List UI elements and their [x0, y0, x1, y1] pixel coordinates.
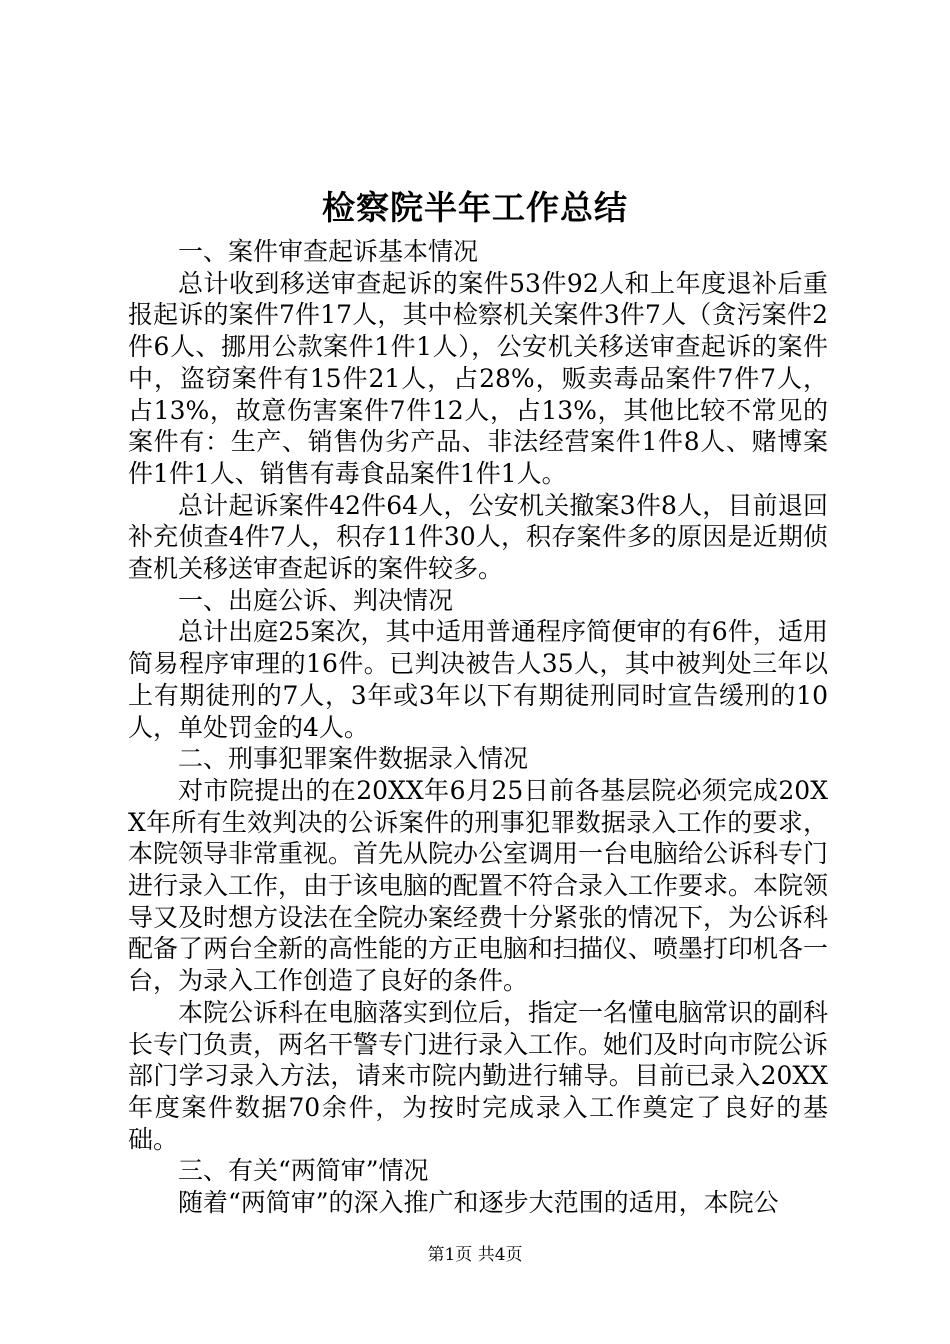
paragraph: 对市院提出的在20XX年6月25日前各基层院必须完成20XX年所有生效判决的公诉案件的刑事犯罪数据录入工作的要求，本院领导非常重视。首先从院办公室调用一台电脑给公诉科专门进行录入工作，由于该电脑的配置不符合录入工作要求。本院领导又及时想方设法在全院办案经费十分紧张的情况下，为公诉科配备了两台全新的高性能的方正电脑和扫描仪、喷墨打印机各一台，为录入工作创造了良好的条件。 — [128, 775, 829, 996]
section-heading-1: 一、案件审查起诉基本情况 — [178, 237, 479, 266]
paragraph: 总计出庭25案次，其中适用普通程序简便审的有6件，适用简易程序审理的16件。已判决被告人35人，其中被判处三年以上有期徒刑的7人，3年或3年以下有期徒刑同时宣告缓刑的10人，单处罚金的4人。 — [128, 617, 828, 742]
paragraph: 本院公诉科在电脑落实到位后，指定一名懂电脑常识的副科长专门负责，两名干警专门进行录入工作。她们及时向市院公诉部门学习录入方法，请来市院内勤进行辅导。目前已录入20XX年度案件数据70余件，为按时完成录入工作奠定了良好的基础。 — [128, 997, 829, 1154]
page-footer: 第1页 共4页 — [427, 1245, 523, 1265]
section-heading-3: 二、刑事犯罪案件数据录入情况 — [178, 744, 529, 774]
document-title: 检察院半年工作总结 — [322, 188, 628, 227]
section-heading-2: 一、出庭公诉、判决情况 — [178, 585, 454, 615]
section-heading-4: 三、有关“两简审”情况 — [178, 1156, 429, 1186]
paragraph: 总计起诉案件42件64人，公安机关撤案3件8人，目前退回补充侦查4件7人，积存11件30人，积存案件多的原因是近期侦查机关移送审查起诉的案件较多。 — [128, 490, 828, 584]
document-body — [128, 236, 828, 1219]
paragraph: 随着“两简审”的深入推广和逐步大范围的适用，本院公 — [178, 1188, 779, 1218]
paragraph: 总计收到移送审查起诉的案件53件92人和上年度退补后重报起诉的案件7件17人，其中检察机关案件3件7人（贪污案件2件6人、挪用公款案件1件1人），公安机关移送审查起诉的案件中，盗窃案件有15件21人，占28%，贩卖毒品案件7件7人，占13%，故意伤害案件7件12人，占13%，其他比较不常见的案件有：生产、销售伪劣产品、非法经营案件1件8人、赌博案件1件1人、销售有毒食品案件1件1人。 — [128, 268, 828, 488]
